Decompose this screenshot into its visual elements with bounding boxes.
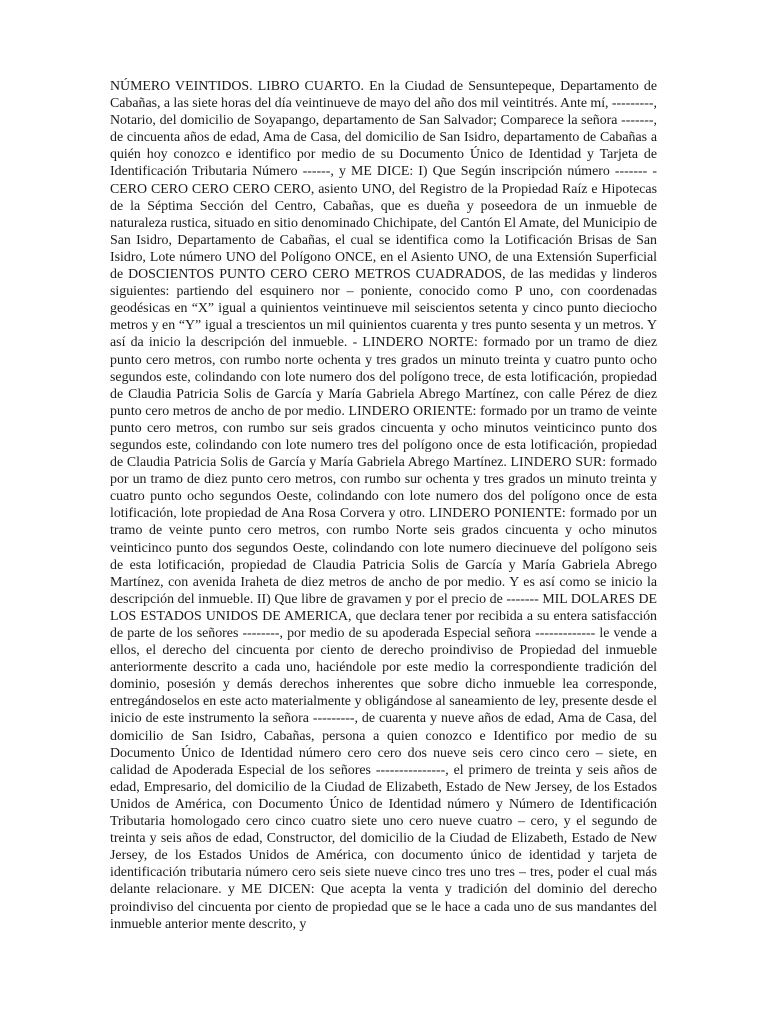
document-body-text: NÚMERO VEINTIDOS. LIBRO CUARTO. En la Ciudad de Sensuntepeque, Departamento de Cabañas, a las siete horas del día veintinueve de mayo del año dos mil veintitrés. Ante mí, ---------, Notario, del domicilio de Soyapango, departamento de San Salvador; Comparece la señora -------, de cincuenta años de edad, Ama de Casa, del domicilio de San Isidro, departamento de Cabañas a quién hoy conozco e identifico por medio de su Documento Único de Identidad y Tarjeta de Identificación Tributaria Número ------, y ME DICE: I) Que Según inscripción número ------- - CERO CERO CERO CERO CERO, asiento UNO, del Registro de la Propiedad Raíz e Hipotecas de la Séptima Sección del Centro, Cabañas, que es dueña y poseedora de un inmueble de naturaleza rustica, situado en sitio denominado Chichipate, del Cantón El Amate, del Municipio de San Isidro, Departamento de Cabañas, el cual se identifica como la Lotificación Brisas de San Isidro, Lote número UNO del Polígono ONCE, en el Asiento UNO, de una Extensión Superficial de DOSCIENTOS PUNTO CERO CERO METROS CUADRADOS, de las medidas y linderos siguientes: partiendo del esquinero nor – poniente, conocido como P uno, con coordenadas geodésicas en “X” igual a quinientos veintinueve mil seiscientos setenta y cinco punto dieciocho metros y en “Y” igual a trescientos un mil quinientos cuarenta y tres punto sesenta y un metros. Y así da inicio la descripción del inmueble. - LINDERO NORTE: formado por un tramo de diez punto cero metros, con rumbo norte ochenta y tres grados un minuto treinta y cuatro punto ocho segundos este, colindando con lote numero dos del polígono trece, de esta lotificación, propiedad de Claudia Patricia Solis de García y María Gabriela Abrego Martínez, con calle Pérez de diez punto cero metros de ancho de por medio. LINDERO ORIENTE: formado por un tramo de veinte punto cero metros, con rumbo sur seis grados cincuenta y ocho minutos veinticinco punto dos segundos este, colindando con lote numero tres del polígono once de esta lotificación, propiedad de Claudia Patricia Solis de García y María Gabriela Abrego Martínez. LINDERO SUR: formado por un tramo de diez punto cero metros, con rumbo sur ochenta y tres grados un minuto treinta y cuatro punto ocho segundos Oeste, colindando con lote numero dos del polígono once de esta lotificación, lote propiedad de Ana Rosa Corvera y otro. LINDERO PONIENTE: formado por un tramo de veinte punto cero metros, con rumbo Norte seis grados cincuenta y ocho minutos veinticinco punto dos segundos Oeste, colindando con lote numero diecinueve del polígono seis de esta lotificación, propiedad de Claudia Patricia Solis de García y María Gabriela Abrego Martínez, con avenida Iraheta de diez metros de ancho de por medio. Y es así como se inicio la descripción del inmueble. II) Que libre de gravamen y por el precio de ------- MIL DOLARES DE LOS ESTADOS UNIDOS DE AMERICA, que declara tener por recibida a su entera satisfacción de parte de los señores --------, por medio de su apoderada Especial señora ------------- le vende a ellos, el derecho del cincuenta por ciento de derecho proindiviso de Propiedad del inmueble anteriormente descrito a cada uno, haciéndole por este medio la correspondiente tradición del dominio, posesión y demás derechos inherentes que sobre dicho inmueble lea corresponde, entregándoselos en este acto materialmente y obligándose al saneamiento de ley, presente desde el inicio de este instrumento la señora ---------, de cuarenta y nueve años de edad, Ama de Casa, del domicilio de San Isidro, Cabañas, persona a quien conozco e Identifico por medio de su Documento Único de Identidad número cero cero dos nueve seis cero cinco cero – siete, en calidad de Apoderada Especial de los señores ---------------, el primero de treinta y seis años de edad, Empresario, del domicilio de la Ciudad de Elizabeth, Estado de New Jersey, de los Estados Unidos de América, con Documento Único de Identidad número y Número de Identificación Tributaria homologado cero cinco cuatro siete uno cero nueve cuatro – cero, y el segundo de treinta y seis años de edad, Constructor, del domicilio de la Ciudad de Elizabeth, Estado de New Jersey, de los Estados Unidos de América, con documento único de identidad y tarjeta de identificación tributaria número cero seis siete nueve cinco tres uno tres – tres, poder el cual más delante relacionare. y ME DICEN: Que acepta la venta y tradición del dominio del derecho proindiviso del cincuenta por ciento de propiedad que se le hace a cada uno de sus mandantes del inmueble anterior mente descrito, y xyxy=(110,79,657,932)
